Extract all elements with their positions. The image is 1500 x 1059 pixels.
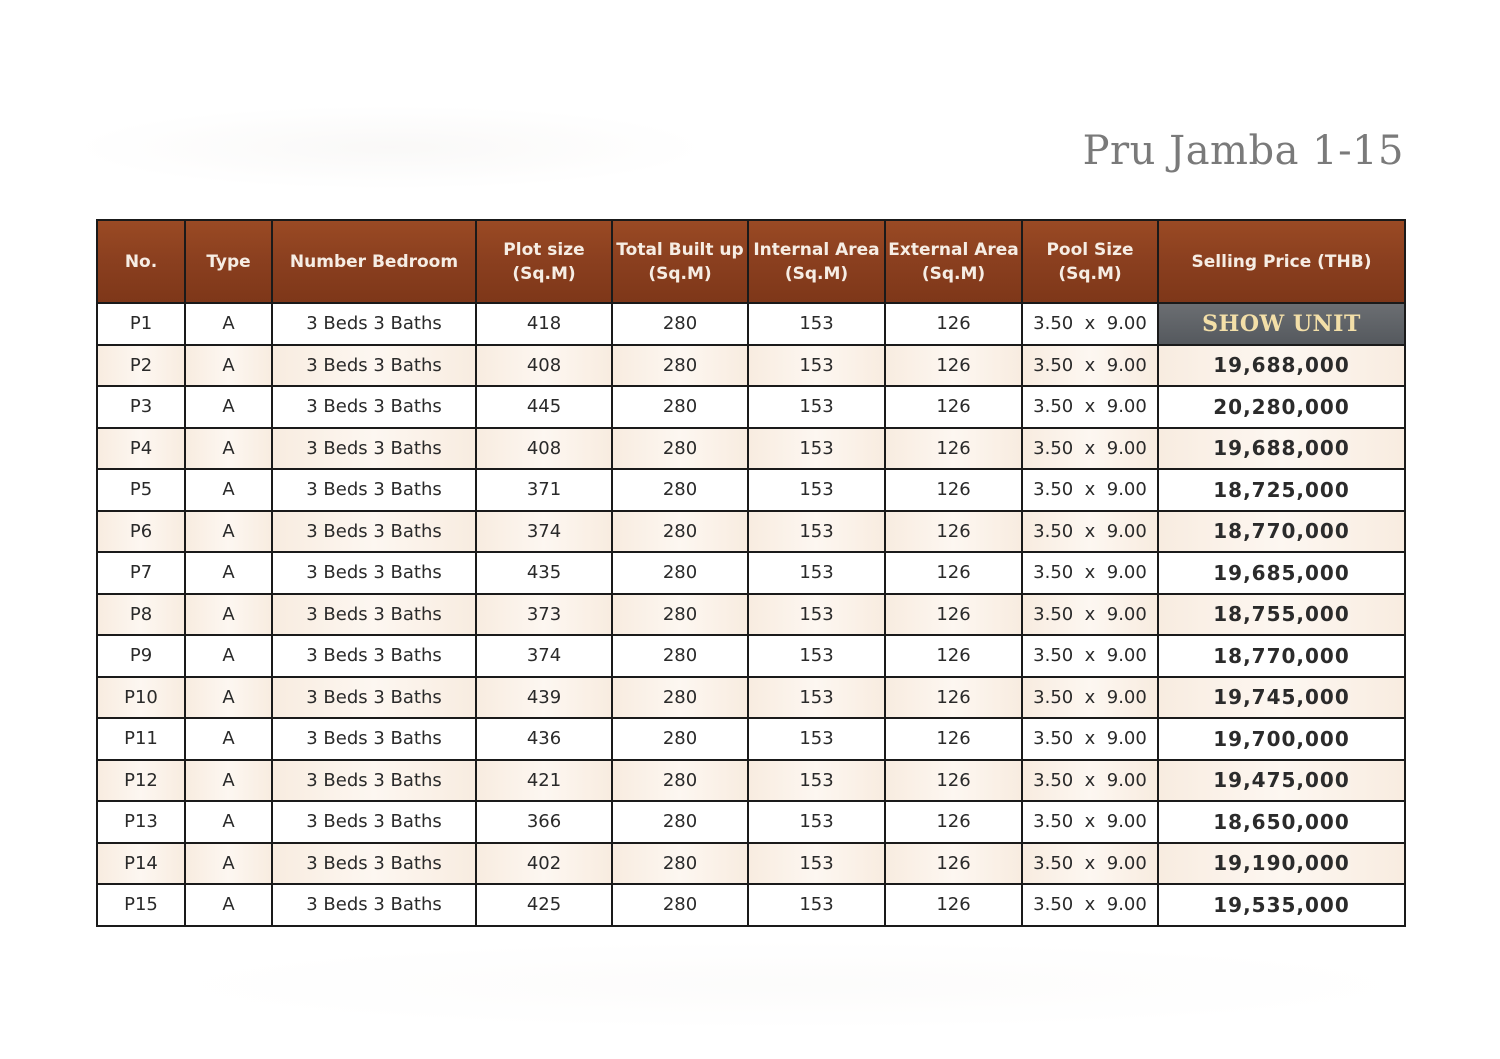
cell-external-area: 126	[885, 884, 1022, 926]
cell-external-area: 126	[885, 843, 1022, 885]
cell-bedroom: 3 Beds 3 Baths	[272, 303, 476, 345]
cell-external-area: 126	[885, 635, 1022, 677]
cell-plot-size: 408	[476, 428, 612, 470]
faded-footer	[150, 940, 1430, 1030]
table-body	[97, 303, 1405, 926]
cell-pool-size: 3.50 x 9.00	[1022, 801, 1158, 843]
cell-selling-price: 18,755,000	[1158, 594, 1405, 636]
cell-external-area: 126	[885, 760, 1022, 802]
cell-total-built-up: 280	[612, 469, 748, 511]
header-external-area	[885, 220, 1022, 303]
cell-bedroom: 3 Beds 3 Baths	[272, 345, 476, 387]
cell-plot-size: 373	[476, 594, 612, 636]
cell-no: P3	[97, 386, 185, 428]
cell-no: P9	[97, 635, 185, 677]
cell-internal-area: 153	[748, 801, 885, 843]
cell-plot-size: 445	[476, 386, 612, 428]
cell-external-area: 126	[885, 469, 1022, 511]
cell-total-built-up: 280	[612, 428, 748, 470]
table-header	[97, 220, 1405, 303]
cell-no: P2	[97, 345, 185, 387]
cell-type: A	[185, 303, 272, 345]
cell-bedroom: 3 Beds 3 Baths	[272, 635, 476, 677]
cell-pool-size: 3.50 x 9.00	[1022, 677, 1158, 719]
cell-selling-price: 19,688,000	[1158, 428, 1405, 470]
header-pool-size	[1022, 220, 1158, 303]
cell-internal-area: 153	[748, 635, 885, 677]
header-row	[97, 220, 1405, 303]
cell-external-area: 126	[885, 345, 1022, 387]
header-pool-size-line1: Pool Size	[1046, 239, 1134, 260]
cell-internal-area: 153	[748, 594, 885, 636]
cell-pool-size: 3.50 x 9.00	[1022, 345, 1158, 387]
cell-total-built-up: 280	[612, 635, 748, 677]
cell-bedroom: 3 Beds 3 Baths	[272, 386, 476, 428]
table-row	[97, 635, 1405, 677]
cell-no: P4	[97, 428, 185, 470]
cell-selling-price: 19,685,000	[1158, 552, 1405, 594]
cell-type: A	[185, 843, 272, 885]
cell-total-built-up: 280	[612, 552, 748, 594]
cell-bedroom: 3 Beds 3 Baths	[272, 801, 476, 843]
cell-no: P11	[97, 718, 185, 760]
header-no: No.	[97, 220, 185, 303]
cell-no: P10	[97, 677, 185, 719]
cell-total-built-up: 280	[612, 386, 748, 428]
table-row	[97, 386, 1405, 428]
cell-pool-size: 3.50 x 9.00	[1022, 760, 1158, 802]
cell-selling-price: 18,725,000	[1158, 469, 1405, 511]
cell-external-area: 126	[885, 303, 1022, 345]
cell-selling-price: 19,475,000	[1158, 760, 1405, 802]
cell-external-area: 126	[885, 718, 1022, 760]
table-row	[97, 469, 1405, 511]
cell-internal-area: 153	[748, 386, 885, 428]
cell-type: A	[185, 594, 272, 636]
cell-bedroom: 3 Beds 3 Baths	[272, 552, 476, 594]
cell-plot-size: 436	[476, 718, 612, 760]
header-plot-size-line2: (Sq.M)	[512, 263, 576, 284]
cell-total-built-up: 280	[612, 303, 748, 345]
cell-pool-size: 3.50 x 9.00	[1022, 635, 1158, 677]
cell-type: A	[185, 386, 272, 428]
cell-internal-area: 153	[748, 552, 885, 594]
cell-selling-price: 19,535,000	[1158, 884, 1405, 926]
header-total-built-up-line2: (Sq.M)	[648, 263, 712, 284]
cell-pool-size: 3.50 x 9.00	[1022, 884, 1158, 926]
cell-selling-price: 20,280,000	[1158, 386, 1405, 428]
cell-external-area: 126	[885, 801, 1022, 843]
cell-no: P12	[97, 760, 185, 802]
cell-external-area: 126	[885, 386, 1022, 428]
cell-selling-price: 18,770,000	[1158, 511, 1405, 553]
header-total-built-up-line1: Total Built up	[616, 239, 744, 260]
cell-type: A	[185, 511, 272, 553]
cell-bedroom: 3 Beds 3 Baths	[272, 677, 476, 719]
cell-total-built-up: 280	[612, 594, 748, 636]
header-pool-size-line2: (Sq.M)	[1058, 263, 1122, 284]
cell-total-built-up: 280	[612, 511, 748, 553]
cell-pool-size: 3.50 x 9.00	[1022, 386, 1158, 428]
cell-plot-size: 425	[476, 884, 612, 926]
cell-internal-area: 153	[748, 718, 885, 760]
cell-no: P14	[97, 843, 185, 885]
cell-no: P15	[97, 884, 185, 926]
page-title: Pru Jamba 1-15	[1082, 128, 1404, 174]
cell-bedroom: 3 Beds 3 Baths	[272, 718, 476, 760]
cell-plot-size: 421	[476, 760, 612, 802]
header-internal-area-line2: (Sq.M)	[784, 263, 849, 284]
cell-no: P8	[97, 594, 185, 636]
cell-bedroom: 3 Beds 3 Baths	[272, 884, 476, 926]
cell-pool-size: 3.50 x 9.00	[1022, 303, 1158, 345]
cell-pool-size: 3.50 x 9.00	[1022, 594, 1158, 636]
cell-plot-size: 439	[476, 677, 612, 719]
cell-bedroom: 3 Beds 3 Baths	[272, 469, 476, 511]
cell-external-area: 126	[885, 511, 1022, 553]
cell-external-area: 126	[885, 428, 1022, 470]
cell-plot-size: 402	[476, 843, 612, 885]
cell-selling-price: 19,700,000	[1158, 718, 1405, 760]
cell-internal-area: 153	[748, 884, 885, 926]
cell-plot-size: 366	[476, 801, 612, 843]
header-internal-area-line1: Internal Area	[753, 239, 880, 260]
cell-external-area: 126	[885, 552, 1022, 594]
table-row	[97, 428, 1405, 470]
header-external-area-line1: External Area	[888, 239, 1019, 260]
cell-external-area: 126	[885, 677, 1022, 719]
header-total-built-up	[612, 220, 748, 303]
cell-bedroom: 3 Beds 3 Baths	[272, 594, 476, 636]
cell-internal-area: 153	[748, 469, 885, 511]
cell-type: A	[185, 552, 272, 594]
cell-type: A	[185, 801, 272, 843]
cell-selling-price: 19,745,000	[1158, 677, 1405, 719]
cell-type: A	[185, 718, 272, 760]
cell-total-built-up: 280	[612, 884, 748, 926]
header-plot-size-line1: Plot size	[503, 239, 585, 260]
cell-type: A	[185, 635, 272, 677]
cell-no: P7	[97, 552, 185, 594]
cell-internal-area: 153	[748, 511, 885, 553]
cell-no: P6	[97, 511, 185, 553]
header-internal-area	[748, 220, 885, 303]
cell-total-built-up: 280	[612, 718, 748, 760]
table-row	[97, 303, 1405, 345]
cell-plot-size: 374	[476, 635, 612, 677]
table-row	[97, 884, 1405, 926]
cell-type: A	[185, 428, 272, 470]
cell-internal-area: 153	[748, 428, 885, 470]
cell-pool-size: 3.50 x 9.00	[1022, 718, 1158, 760]
table-row	[97, 345, 1405, 387]
header-type: Type	[185, 220, 272, 303]
cell-plot-size: 435	[476, 552, 612, 594]
table-row	[97, 552, 1405, 594]
cell-total-built-up: 280	[612, 801, 748, 843]
cell-external-area: 126	[885, 594, 1022, 636]
cell-no: P5	[97, 469, 185, 511]
cell-bedroom: 3 Beds 3 Baths	[272, 843, 476, 885]
cell-pool-size: 3.50 x 9.00	[1022, 552, 1158, 594]
cell-total-built-up: 280	[612, 760, 748, 802]
cell-pool-size: 3.50 x 9.00	[1022, 428, 1158, 470]
cell-type: A	[185, 677, 272, 719]
cell-bedroom: 3 Beds 3 Baths	[272, 760, 476, 802]
cell-internal-area: 153	[748, 677, 885, 719]
cell-internal-area: 153	[748, 760, 885, 802]
table-row	[97, 760, 1405, 802]
cell-total-built-up: 280	[612, 843, 748, 885]
cell-total-built-up: 280	[612, 345, 748, 387]
table-row	[97, 718, 1405, 760]
cell-internal-area: 153	[748, 303, 885, 345]
cell-plot-size: 371	[476, 469, 612, 511]
cell-internal-area: 153	[748, 843, 885, 885]
cell-total-built-up: 280	[612, 677, 748, 719]
cell-plot-size: 418	[476, 303, 612, 345]
cell-pool-size: 3.50 x 9.00	[1022, 843, 1158, 885]
header-bedroom: Number Bedroom	[272, 220, 476, 303]
cell-no: P1	[97, 303, 185, 345]
faded-watermark	[70, 105, 710, 190]
cell-plot-size: 408	[476, 345, 612, 387]
cell-type: A	[185, 345, 272, 387]
header-plot-size	[476, 220, 612, 303]
cell-plot-size: 374	[476, 511, 612, 553]
cell-type: A	[185, 469, 272, 511]
cell-bedroom: 3 Beds 3 Baths	[272, 428, 476, 470]
cell-selling-price: 18,650,000	[1158, 801, 1405, 843]
header-selling-price: Selling Price (THB)	[1158, 220, 1405, 303]
cell-internal-area: 153	[748, 345, 885, 387]
show-unit-badge: SHOW UNIT	[1158, 303, 1405, 345]
cell-bedroom: 3 Beds 3 Baths	[272, 511, 476, 553]
table-row	[97, 511, 1405, 553]
table-row	[97, 677, 1405, 719]
cell-type: A	[185, 884, 272, 926]
cell-selling-price: 18,770,000	[1158, 635, 1405, 677]
table-row	[97, 843, 1405, 885]
cell-pool-size: 3.50 x 9.00	[1022, 469, 1158, 511]
cell-no: P13	[97, 801, 185, 843]
cell-selling-price: 19,190,000	[1158, 843, 1405, 885]
header-external-area-line2: (Sq.M)	[921, 263, 986, 284]
table-row	[97, 594, 1405, 636]
cell-pool-size: 3.50 x 9.00	[1022, 511, 1158, 553]
cell-type: A	[185, 760, 272, 802]
table-row	[97, 801, 1405, 843]
price-list-table	[96, 219, 1406, 927]
cell-selling-price: 19,688,000	[1158, 345, 1405, 387]
